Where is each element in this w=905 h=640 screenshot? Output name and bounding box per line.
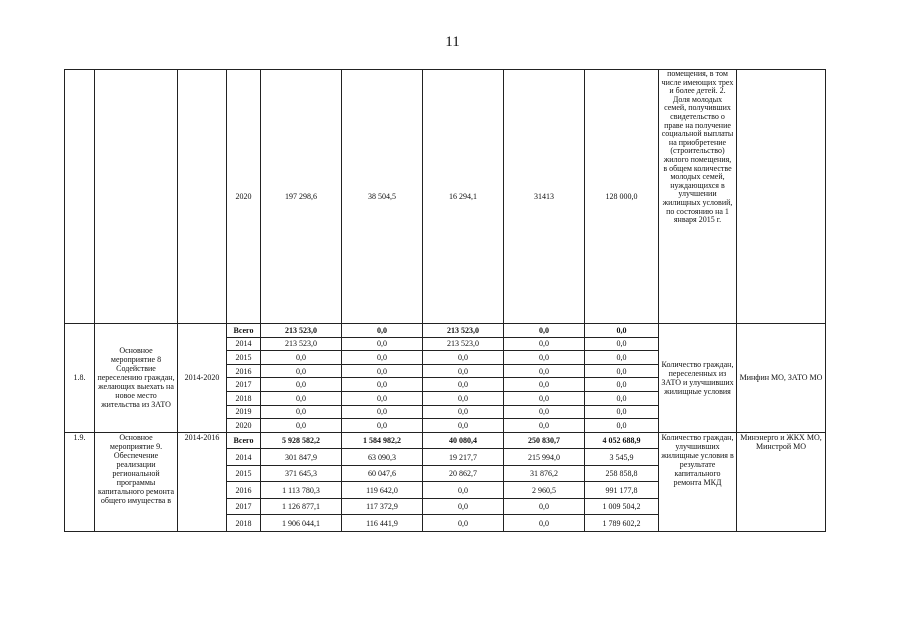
cell-value: 2 960,5 [504, 482, 585, 499]
cell-period [178, 70, 227, 324]
table-row [65, 324, 826, 338]
cell-value: 215 994,0 [504, 449, 585, 466]
cell-value: 0,0 [504, 351, 585, 365]
cell-value: 1 126 877,1 [261, 498, 342, 515]
cell-year: 2015 [227, 351, 261, 365]
cell-value: 0,0 [585, 351, 659, 365]
cell-value: 0,0 [585, 391, 659, 405]
cell-year: 2014 [227, 449, 261, 466]
cell-value: 40 080,4 [423, 432, 504, 449]
cell-value: 0,0 [342, 364, 423, 378]
cell-value: 258 858,8 [585, 465, 659, 482]
cell-period: 2014-2016 [178, 432, 227, 531]
cell-value: 0,0 [585, 378, 659, 392]
cell-value: 1 906 044,1 [261, 515, 342, 532]
table-row [65, 432, 826, 449]
table-row [65, 70, 826, 324]
cell-value: 1 113 780,3 [261, 482, 342, 499]
cell-value: 0,0 [423, 482, 504, 499]
cell-value: 0,0 [342, 324, 423, 338]
cell-value: 31 876,2 [504, 465, 585, 482]
cell-value: 117 372,9 [342, 498, 423, 515]
cell-value: 301 847,9 [261, 449, 342, 466]
cell-value: 19 217,7 [423, 449, 504, 466]
cell-year: 2020 [227, 419, 261, 433]
cell-value: 197 298,6 [261, 70, 342, 324]
cell-year: 2016 [227, 364, 261, 378]
cell-indicator: Количество граждан, улучшивших жилищные условия в результате капитального ремонта МКД [659, 432, 737, 531]
cell-event [95, 70, 178, 324]
cell-value: 213 523,0 [261, 324, 342, 338]
cell-value: 0,0 [504, 419, 585, 433]
cell-value: 0,0 [585, 337, 659, 351]
cell-value: 20 862,7 [423, 465, 504, 482]
cell-value: 0,0 [585, 364, 659, 378]
cell-year: 2016 [227, 482, 261, 499]
cell-year: 2019 [227, 405, 261, 419]
cell-value: 0,0 [504, 337, 585, 351]
cell-value: 0,0 [585, 419, 659, 433]
cell-event: Основное мероприятие 9. Обеспечение реализации региональной программы капитального ремонта общего имущества в [95, 432, 178, 531]
cell-value: 0,0 [342, 391, 423, 405]
cell-value: 250 830,7 [504, 432, 585, 449]
program-table [64, 69, 826, 532]
cell-value: 0,0 [504, 378, 585, 392]
cell-year: 2017 [227, 378, 261, 392]
cell-year: 2018 [227, 515, 261, 532]
cell-value: 0,0 [423, 351, 504, 365]
cell-value: 0,0 [585, 405, 659, 419]
table-body [65, 70, 826, 324]
cell-value: 213 523,0 [423, 337, 504, 351]
cell-value: 0,0 [504, 515, 585, 532]
cell-value: 0,0 [585, 324, 659, 338]
cell-value: 128 000,0 [585, 70, 659, 324]
cell-value: 213 523,0 [423, 324, 504, 338]
cell-period: 2014-2020 [178, 324, 227, 433]
cell-value: 0,0 [504, 405, 585, 419]
cell-value: 38 504,5 [342, 70, 423, 324]
cell-value: 119 642,0 [342, 482, 423, 499]
cell-value: 1 789 602,2 [585, 515, 659, 532]
cell-value: 60 047,6 [342, 465, 423, 482]
page-number: 11 [445, 34, 460, 50]
cell-value: 0,0 [261, 405, 342, 419]
cell-indicator: Количество граждан, переселенных из ЗАТО и улучшивших жилищные условия [659, 324, 737, 433]
cell-value: 3 545,9 [585, 449, 659, 466]
cell-value: 1 584 982,2 [342, 432, 423, 449]
cell-value: 0,0 [261, 419, 342, 433]
cell-value: 0,0 [504, 364, 585, 378]
cell-year: 2020 [227, 70, 261, 324]
section-1-9 [65, 432, 826, 531]
cell-value: 116 441,9 [342, 515, 423, 532]
cell-value: 31413 [504, 70, 585, 324]
section-1-8 [65, 324, 826, 433]
cell-value: 0,0 [342, 419, 423, 433]
cell-value: 0,0 [423, 405, 504, 419]
cell-value: 0,0 [504, 498, 585, 515]
cell-value: 0,0 [261, 378, 342, 392]
cell-value: 1 009 504,2 [585, 498, 659, 515]
cell-value: 0,0 [342, 337, 423, 351]
cell-value: 0,0 [261, 364, 342, 378]
cell-value: 0,0 [423, 515, 504, 532]
cell-value: 5 928 582,2 [261, 432, 342, 449]
cell-value: 0,0 [261, 351, 342, 365]
cell-value: 213 523,0 [261, 337, 342, 351]
cell-num: 1.8. [65, 324, 95, 433]
cell-value: 0,0 [504, 391, 585, 405]
cell-executor: Минэнерго и ЖКХ МО, Минстрой МО [737, 432, 826, 531]
cell-executor: Минфин МО, ЗАТО МО [737, 324, 826, 433]
cell-value: 0,0 [261, 391, 342, 405]
cell-year: Всего [227, 432, 261, 449]
cell-value: 16 294,1 [423, 70, 504, 324]
cell-value: 371 645,3 [261, 465, 342, 482]
cell-year: 2018 [227, 391, 261, 405]
cell-year: 2017 [227, 498, 261, 515]
cell-year: Всего [227, 324, 261, 338]
cell-num [65, 70, 95, 324]
cell-value: 0,0 [423, 364, 504, 378]
cell-year: 2015 [227, 465, 261, 482]
cell-year: 2014 [227, 337, 261, 351]
cell-event: Основное мероприятие 8 Содействие переселению граждан, желающих выехать на новое место жительства из ЗАТО [95, 324, 178, 433]
cell-value: 4 052 688,9 [585, 432, 659, 449]
cell-value: 0,0 [342, 405, 423, 419]
cell-indicator: помещения, в том числе имеющих трех и более детей. 2. Доля молодых семей, получивших свидетельство о праве на получение социальной выплаты на приобретение (строительство) жилого помещения, в общем количестве молодых семей, нуждающихся в улучшении жилищных условий, по состоянию на 1 января 2015 г. [659, 70, 737, 324]
cell-value: 0,0 [504, 324, 585, 338]
cell-value: 0,0 [423, 419, 504, 433]
cell-value: 63 090,3 [342, 449, 423, 466]
cell-value: 991 177,8 [585, 482, 659, 499]
cell-value: 0,0 [342, 351, 423, 365]
cell-value: 0,0 [342, 378, 423, 392]
cell-value: 0,0 [423, 498, 504, 515]
cell-value: 0,0 [423, 378, 504, 392]
cell-num: 1.9. [65, 432, 95, 531]
cell-value: 0,0 [423, 391, 504, 405]
cell-executor [737, 70, 826, 324]
